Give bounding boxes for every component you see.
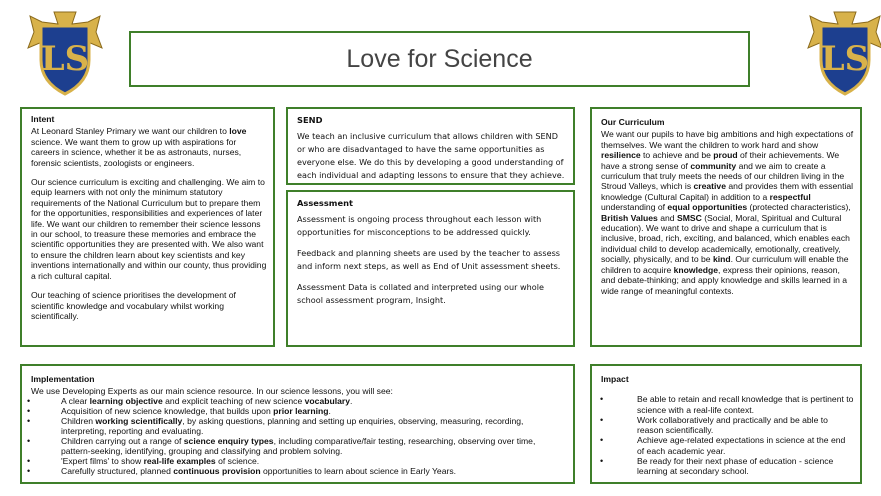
- implementation-heading: Implementation: [31, 374, 95, 384]
- list-item: • Children working scientifically, by asking questions, planning and setting up enquiries, observing, measuring, recording, interpreting, reporting and evaluating.: [31, 416, 567, 436]
- assessment-paragraph-2: Feedback and planning sheets are used by the teacher to assess and inform next steps, as well as End of Unit assessment sheets.: [297, 248, 561, 271]
- page-title: Love for Science: [346, 44, 533, 73]
- implementation-panel: [20, 364, 575, 484]
- list-item: • Children carrying out a range of science enquiry types, including comparative/fair testing, researching, observing over time, pattern-seeking, identifying, grouping and classifying and problem solving.: [31, 436, 567, 456]
- curriculum-heading: Our Curriculum: [601, 117, 665, 127]
- impact-list: [601, 394, 854, 476]
- implementation-list: [31, 396, 567, 476]
- send-panel: [286, 107, 575, 185]
- title-box: [129, 31, 750, 87]
- intent-paragraph-1: At Leonard Stanley Primary we want our children to love science. We want them to grow up with aspirations for careers in science, whether it be as astronauts, nurses, forensic scientists, zoologists or engineers.: [31, 126, 247, 168]
- list-item: • Carefully structured, planned continuous provision opportunities to learn about science in Early Years.: [31, 466, 567, 476]
- list-item: • Achieve age-related expectations in science at the end of each academic year.: [601, 435, 854, 456]
- crest-monogram: LS: [40, 39, 90, 79]
- intent-panel: [20, 107, 275, 347]
- crest-monogram: LS: [820, 39, 870, 79]
- list-item: • Be ready for their next phase of education - science learning at secondary school.: [601, 456, 854, 477]
- impact-panel: [590, 364, 862, 484]
- send-heading: SEND: [297, 115, 323, 125]
- assessment-paragraph-3: Assessment Data is collated and interpreted using our whole school assessment program, Insight.: [297, 282, 544, 305]
- list-item: • Acquisition of new science knowledge, that builds upon prior learning.: [31, 406, 567, 416]
- list-item: • Be able to retain and recall knowledge that is pertinent to science with a real-life context.: [601, 394, 854, 415]
- implementation-intro: We use Developing Experts as our main science resource. In our science lessons, you will see:: [31, 386, 393, 396]
- list-item: • 'Expert films' to show real-life examples of science.: [31, 456, 567, 466]
- list-item: • A clear learning objective and explicit teaching of new science vocabulary.: [31, 396, 567, 406]
- curriculum-panel: [590, 107, 862, 347]
- impact-heading: Impact: [601, 374, 629, 384]
- list-item: • Work collaboratively and practically and be able to reason scientifically.: [601, 415, 854, 436]
- assessment-panel: [286, 190, 575, 347]
- assessment-heading: Assessment: [297, 198, 353, 208]
- send-text: We teach an inclusive curriculum that allows children with SEND or who are disadvantaged to have the same opportunities as everyone else. We do this by developing a good understanding of each individual and adapting lessons to ensure that they achieve.: [297, 131, 565, 180]
- assessment-paragraph-1: Assessment is ongoing process throughout each lesson with opportunities for misconceptions to be addressed quickly.: [297, 214, 542, 237]
- intent-heading: Intent: [31, 114, 55, 124]
- intent-paragraph-3: Our teaching of science prioritises the development of scientific knowledge and vocabulary whilst working scientifically.: [31, 290, 236, 321]
- curriculum-text: We want our pupils to have big ambitions and high expectations of themselves. We want the children to work hard and show resilience to achieve and be proud of their achievements. We have a strong sense of community and we aim to create a curriculum that truly meets the needs of our children living in the Stroud Valleys, which is creative and provides them with essential knowledge (Cultural Capital) in addition to a respectful understanding of equal opportunities (protected characteristics), British Values and SMSC (Social, Moral, Spiritual and Cultural education). We want to drive and shape a curriculum that is inclusive, broad, rich, exciting, and balanced, which enables each individual child to develop academically, emotionally, creatively, socially, physically, and to be kind. Our curriculum will enable the children to acquire knowledge, express their opinions, reason, and debate-thinking; and apply knowledge and skills learned in a wide range of meaningful contexts.: [601, 129, 854, 296]
- school-crest-right: [806, 8, 881, 98]
- school-crest-left: [26, 8, 104, 98]
- intent-paragraph-2: Our science curriculum is exciting and challenging. We aim to equip learners with not only the minimum statutory requirements of the National Curriculum but to prepare them for the opportunities, responsibilities and experiences of later life. We want our children to remember their science lessons in our school, to treasure these memories and embrace the scientific opportunities they are presented with. We also want to ensure the children learn about key scientists and key inventions internationally and within our county, thus providing a rich cultural capital.: [31, 177, 267, 281]
